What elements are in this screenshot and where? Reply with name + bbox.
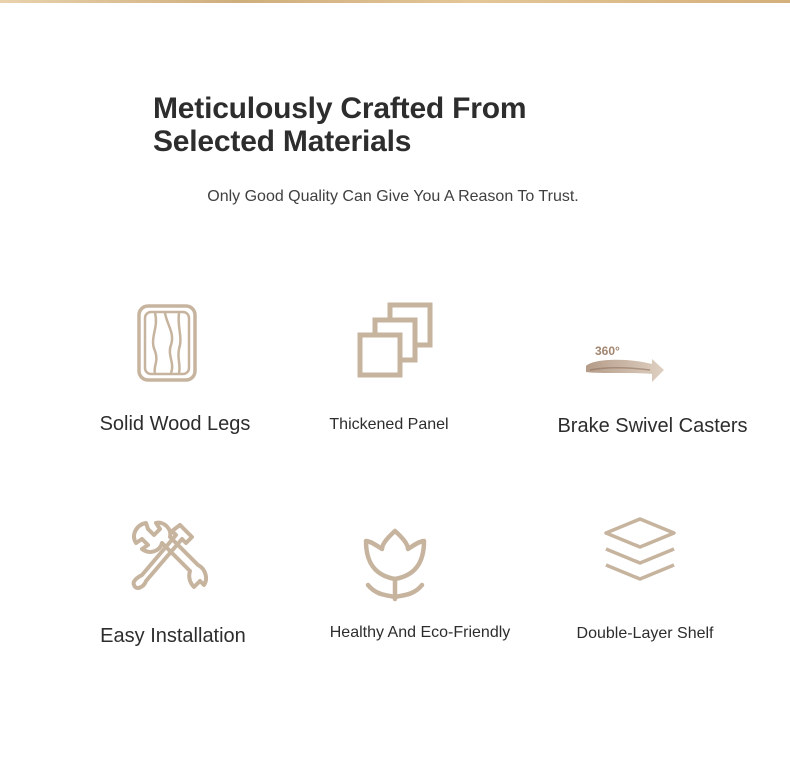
feature-label: Thickened Panel (329, 416, 449, 433)
feature-easy-installation (80, 515, 270, 665)
wood-grain-icon (135, 303, 199, 383)
feature-healthy-eco-friendly (310, 515, 530, 665)
feature-label: Easy Installation (100, 625, 246, 647)
feature-label: Healthy And Eco-Friendly (329, 624, 511, 641)
page-subtitle: Only Good Quality Can Give You A Reason To Trust. (207, 188, 579, 205)
feature-brake-swivel-casters (540, 300, 770, 450)
title-line-1: Meticulously Crafted From (153, 92, 527, 125)
stacked-panels-icon (356, 301, 436, 383)
feature-thickened-panel (300, 295, 480, 445)
page-title (153, 92, 653, 158)
feature-label: Double-Layer Shelf (576, 625, 714, 642)
title-line-2: Selected Materials (153, 125, 412, 158)
feature-solid-wood-legs (80, 295, 270, 445)
tulip-icon (360, 523, 430, 605)
feature-double-layer-shelf (560, 515, 730, 665)
feature-label: Solid Wood Legs (99, 413, 251, 435)
top-decorative-strip (0, 0, 790, 3)
feature-label: Brake Swivel Casters (557, 415, 748, 437)
rotation-badge: 360° (595, 344, 620, 358)
hammer-wrench-icon (128, 519, 208, 599)
layers-icon (602, 515, 678, 587)
